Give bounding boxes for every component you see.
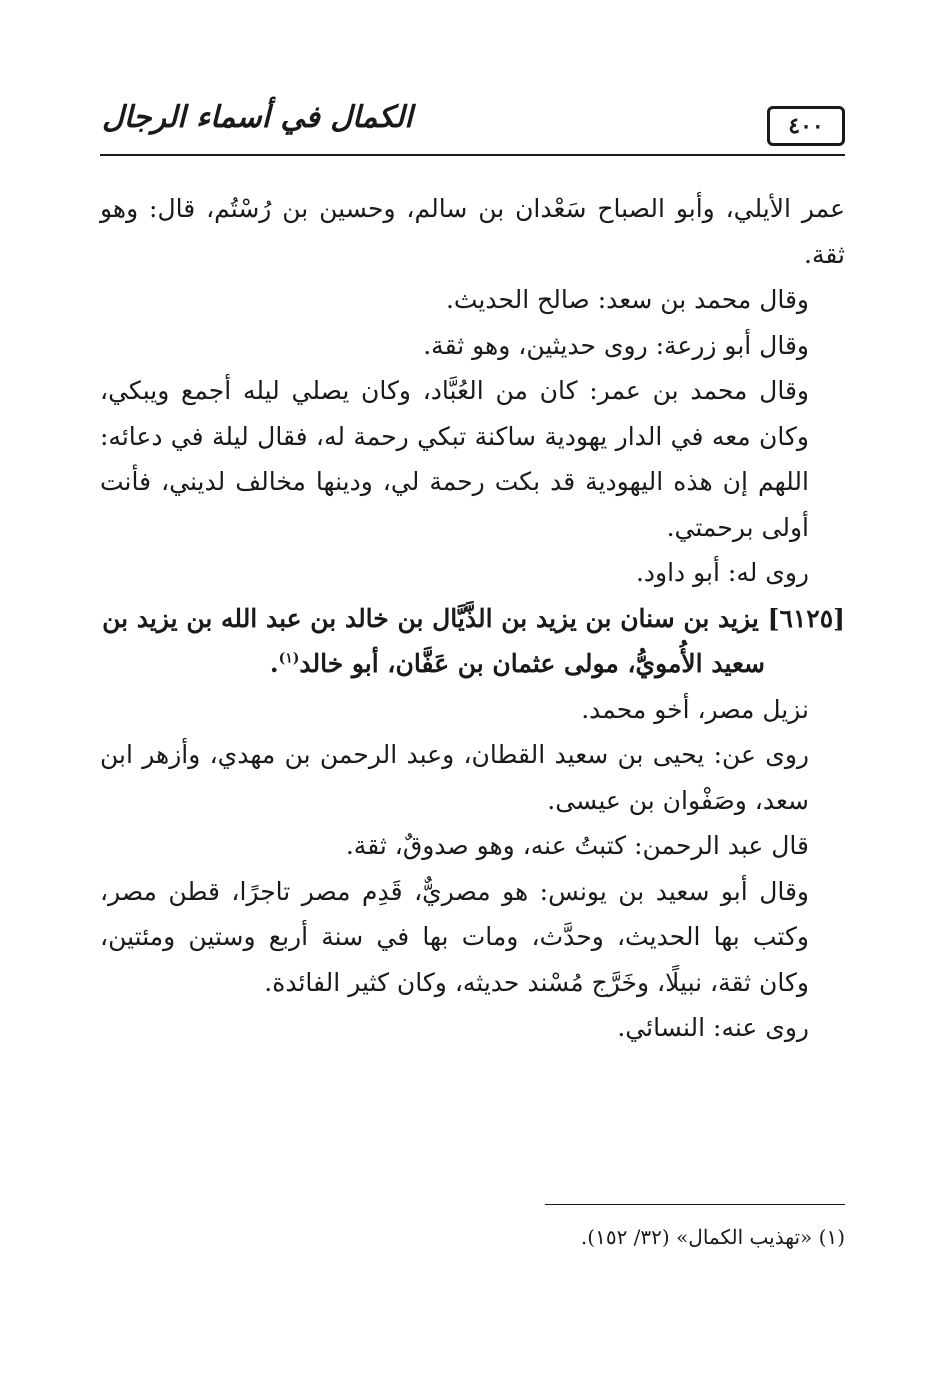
page-number: ٤٠٠ — [767, 106, 845, 146]
entry-heading-line1: [٦١٢٥] يزيد بن سنان بن يزيد بن الذَّيَّال بن خالد بن عبد الله بن يزيد بن — [102, 603, 845, 633]
paragraph: روى له: أبو داود. — [635, 558, 809, 587]
entry-heading-line2 — [100, 641, 845, 687]
paragraph: روى عن: يحيى بن سعيد القطان، وعبد الرحمن بن مهدي، وأزهر ابن سعد، وصَفْوان بن عيسى. — [100, 740, 809, 815]
entry-heading-end: . — [269, 649, 279, 678]
paragraph: وقال أبو زرعة: روى حديثين، وهو ثقة. — [423, 330, 809, 360]
paragraph: وقال محمد بن عمر: كان من العُبَّاد، وكان يصلي ليله أجمع ويبكي، وكان معه في الدار يهودية ساكنة تبكي رحمة له، فقال ليلة في دعائه: اللهم إن هذه اليهودية قد بكت رحمة لي، ودينها مخالف لديني، فأنت أولى برحمتي. — [100, 376, 809, 542]
entry-heading-name: سعيد الأُمويُّ، مولى عثمان بن عَفَّان، أبو خالد — [299, 649, 765, 678]
entry-heading — [100, 596, 845, 687]
header-rule — [100, 154, 845, 156]
paragraph: قال عبد الرحمن: كتبتُ عنه، وهو صدوقٌ، ثقة. — [345, 831, 809, 860]
running-title: الكمال في أسماء الرجال — [102, 100, 413, 135]
paragraph: عمر الأيلي، وأبو الصباح سَعْدان بن سالم، وحسين بن رُسْتُم، قال: وهو ثقة. — [100, 194, 845, 269]
paragraph: وقال محمد بن سعد: صالح الحديث. — [445, 285, 809, 314]
paragraph: نزيل مصر، أخو محمد. — [581, 694, 809, 724]
footnote-rule — [545, 1204, 845, 1205]
footnote-marker[interactable]: (١) — [278, 650, 300, 667]
paragraph: روى عنه: النسائي. — [617, 1013, 809, 1042]
page-header — [100, 98, 845, 156]
paragraph: وقال أبو سعيد بن يونس: هو مصريٌّ، قَدِم مصر تاجرًا، قطن مصر، وكتب بها الحديث، وحدَّث، ومات بها في سنة أربع وستين ومئتين، وكان ثقة، نبيلًا، وخَرَّج مُسْند حديثه، وكان كثير الفائدة. — [100, 876, 809, 997]
footnote: (١) «تهذيب الكمال» (٣٢/ ١٥٢). — [580, 1225, 845, 1249]
body-text — [100, 186, 845, 1051]
